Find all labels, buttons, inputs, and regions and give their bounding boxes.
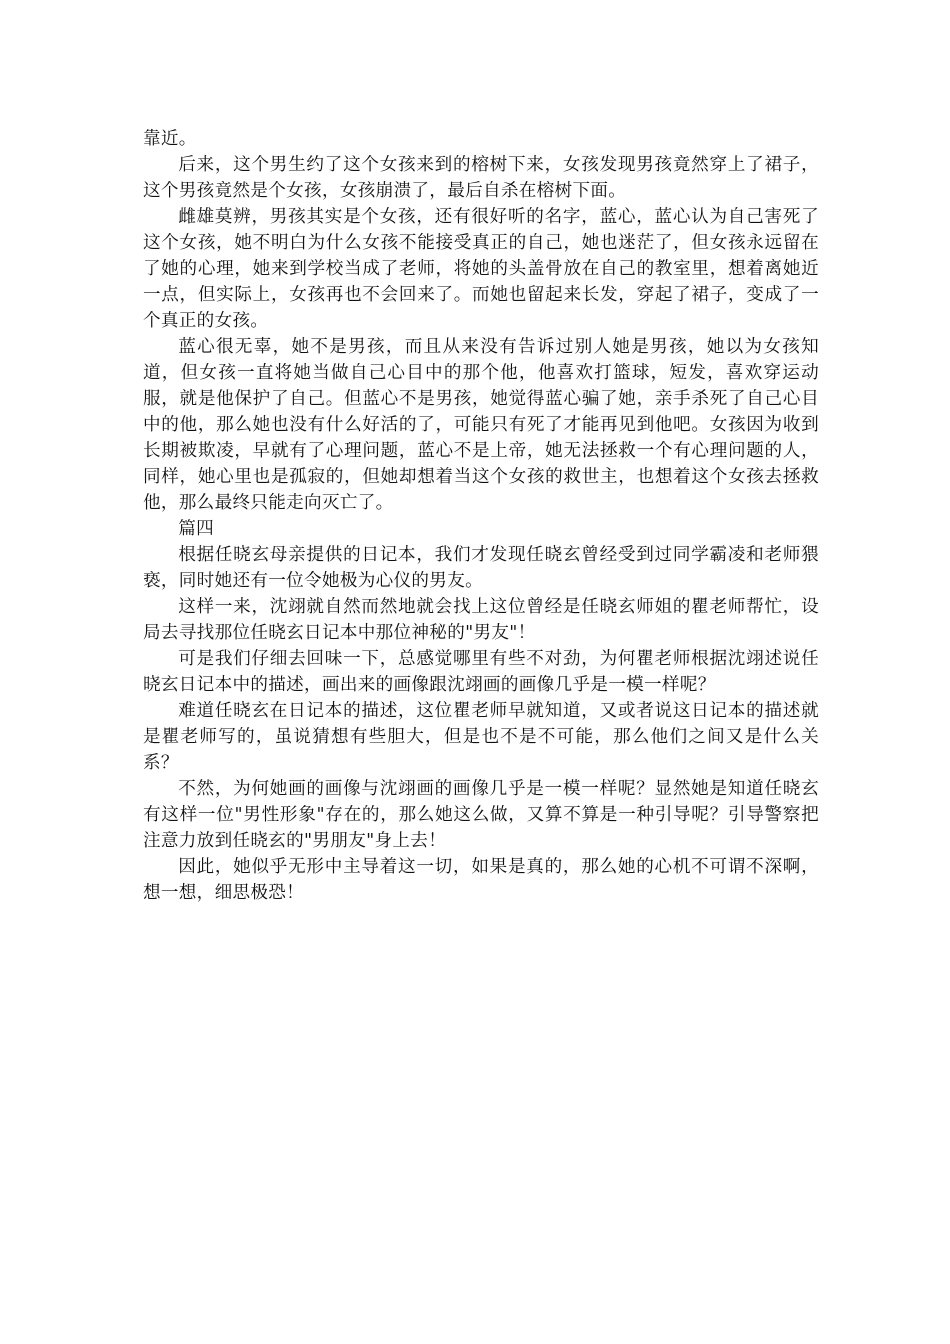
paragraph: 不然，为何她画的画像与沈翊画的画像几乎是一模一样呢？显然她是知道任晓玄有这样一位"男性形象"存在的，那么她这么做，又算不算是一种引导呢？引导警察把注意力放到任晓玄的"男朋友"身上去！ <box>143 779 819 851</box>
paragraph-continuation: 靠近。 <box>143 129 197 149</box>
paragraph: 这样一来，沈翊就自然而然地就会找上这位曾经是任晓玄师姐的瞿老师帮忙，设局去寻找那位任晓玄日记本中那位神秘的"男友"！ <box>143 597 819 643</box>
document-body <box>143 126 819 906</box>
paragraph: 因此，她似乎无形中主导着这一切，如果是真的，那么她的心机不可谓不深啊，想一想，细思极恐！ <box>143 857 819 903</box>
paragraph: 根据任晓玄母亲提供的日记本，我们才发现任晓玄曾经受到过同学霸凌和老师猥亵，同时她还有一位令她极为心仪的男友。 <box>143 545 819 591</box>
paragraph: 可是我们仔细去回味一下，总感觉哪里有些不对劲，为何瞿老师根据沈翊述说任晓玄日记本中的描述，画出来的画像跟沈翊画的画像几乎是一模一样呢？ <box>143 649 819 695</box>
paragraph: 后来，这个男生约了这个女孩来到的榕树下来，女孩发现男孩竟然穿上了裙子，这个男孩竟然是个女孩，女孩崩溃了，最后自杀在榕树下面。 <box>143 155 819 201</box>
section-heading: 篇四 <box>178 519 214 539</box>
paragraph: 蓝心很无辜，她不是男孩，而且从来没有告诉过别人她是男孩，她以为女孩知道，但女孩一直将她当做自己心目中的那个他，他喜欢打篮球，短发，喜欢穿运动服，就是他保护了自己。但蓝心不是男孩，她觉得蓝心骗了她，亲手杀死了自己心目中的他，那么她也没有什么好活的了，可能只有死了才能再见到他吧。女孩因为收到长期被欺凌，早就有了心理问题，蓝心不是上帝，她无法拯救一个有心理问题的人，同样，她心里也是孤寂的，但她却想着当这个女孩的救世主，也想着这个女孩去拯救他，那么最终只能走向灭亡了。 <box>143 337 819 513</box>
paragraph: 雌雄莫辨，男孩其实是个女孩，还有很好听的名字，蓝心，蓝心认为自己害死了这个女孩，她不明白为什么女孩不能接受真正的自己，她也迷茫了，但女孩永远留在了她的心理，她来到学校当成了老师，将她的头盖骨放在自己的教室里，想着离她近一点，但实际上，女孩再也不会回来了。而她也留起来长发，穿起了裙子，变成了一个真正的女孩。 <box>143 207 819 331</box>
paragraph: 难道任晓玄在日记本的描述，这位瞿老师早就知道，又或者说这日记本的描述就是瞿老师写的，虽说猜想有些胆大，但是也不是不可能，那么他们之间又是什么关系？ <box>143 701 819 773</box>
